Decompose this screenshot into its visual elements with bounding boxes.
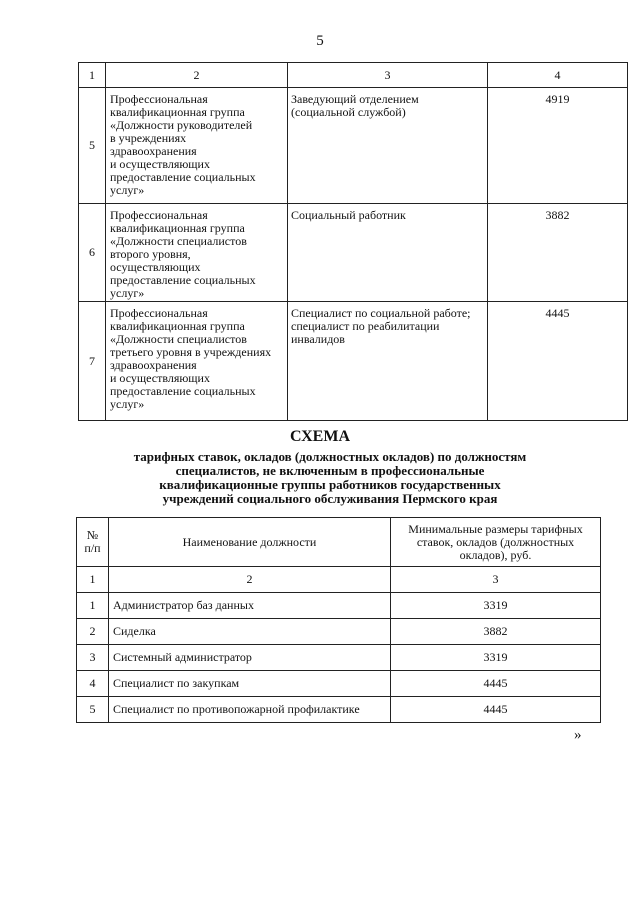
column-index-3: 3 (391, 567, 601, 593)
group-line: квалификационная группа (110, 105, 245, 119)
group-line: «Должности специалистов (110, 332, 247, 346)
group-line: и осуществляющих (110, 157, 210, 171)
salary-cell: 4919 (488, 88, 628, 204)
group-line: Профессиональная (110, 208, 208, 222)
header-line: № (86, 528, 99, 542)
row-number: 1 (77, 593, 109, 619)
position-line: Специалист по социальной работе; (291, 306, 471, 320)
group-line: «Должности специалистов (110, 234, 247, 248)
header-salary (391, 518, 601, 567)
position-name: Специалист по противопожарной профилактике (109, 697, 391, 723)
qualification-group-cell (106, 88, 288, 204)
subtitle-line: специалистов, не включенным в профессиональные (175, 463, 485, 478)
table-header-row (79, 63, 628, 88)
group-line: «Должности руководителей (110, 118, 253, 132)
table-row (79, 302, 628, 421)
column-index-1: 1 (79, 63, 106, 88)
positions-salary-table (76, 517, 601, 723)
position-line: (социальной службой) (291, 105, 406, 119)
header-line: окладов), руб. (459, 547, 532, 562)
column-index-2: 2 (106, 63, 288, 88)
table-row (77, 619, 601, 645)
qualification-group-cell (106, 204, 288, 302)
column-index-2: 2 (109, 567, 391, 593)
row-number: 6 (79, 204, 106, 302)
salary-cell: 4445 (488, 302, 628, 421)
group-line: и осуществляющих (110, 371, 210, 385)
row-number: 2 (77, 619, 109, 645)
group-line: услуг» (110, 286, 145, 300)
group-line: здравоохранения (110, 358, 197, 372)
salary-value: 3319 (391, 593, 601, 619)
row-number: 4 (77, 671, 109, 697)
position-line: Заведующий отделением (291, 92, 419, 106)
row-number: 7 (79, 302, 106, 421)
group-line: в учреждениях (110, 131, 187, 145)
group-line: квалификационная группа (110, 221, 245, 235)
qualification-group-cell (106, 302, 288, 421)
qualification-groups-table (78, 62, 628, 421)
group-line: услуг» (110, 183, 145, 197)
table-row (77, 697, 601, 723)
header-position-name: Наименование должности (109, 518, 391, 567)
subtitle-line: учреждений социального обслуживания Пермского края (162, 491, 498, 506)
column-index-1: 1 (77, 567, 109, 593)
group-line: второго уровня, (110, 247, 191, 261)
salary-value: 3882 (391, 619, 601, 645)
position-name: Сиделка (109, 619, 391, 645)
position-line: специалист по реабилитации (291, 319, 440, 333)
table-row (77, 645, 601, 671)
position-name: Специалист по закупкам (109, 671, 391, 697)
salary-value: 4445 (391, 697, 601, 723)
position-cell (288, 302, 488, 421)
header-line: п/п (84, 541, 101, 555)
row-number: 5 (79, 88, 106, 204)
table-row (79, 204, 628, 302)
header-number (77, 518, 109, 567)
scheme-subtitle (95, 450, 565, 506)
subtitle-line: квалификационные группы работников государственных (159, 477, 501, 492)
table-row (77, 671, 601, 697)
group-line: Профессиональная (110, 306, 208, 320)
group-line: здравоохранения (110, 144, 197, 158)
column-index-4: 4 (488, 63, 628, 88)
table-header-row (77, 518, 601, 567)
position-name: Администратор баз данных (109, 593, 391, 619)
group-line: услуг» (110, 397, 145, 411)
header-line: ставок, окладов (должностных (416, 534, 575, 549)
group-line: Профессиональная (110, 92, 208, 106)
salary-value: 4445 (391, 671, 601, 697)
column-index-row (77, 567, 601, 593)
group-line: квалификационная группа (110, 319, 245, 333)
position-line: инвалидов (291, 332, 345, 346)
group-line: осуществляющих (110, 260, 201, 274)
salary-cell: 3882 (488, 204, 628, 302)
position-cell (288, 88, 488, 204)
row-number: 5 (77, 697, 109, 723)
position-line: Социальный работник (291, 208, 406, 222)
closing-quote: » (574, 727, 582, 743)
group-line: предоставление социальных (110, 170, 256, 184)
group-line: третьего уровня в учреждениях (110, 345, 272, 359)
column-index-3: 3 (288, 63, 488, 88)
header-line: Минимальные размеры тарифных (408, 521, 583, 536)
subtitle-line: тарифных ставок, окладов (должностных окладов) по должностям (133, 449, 527, 464)
page-number: 5 (316, 33, 324, 49)
group-line: предоставление социальных (110, 273, 256, 287)
table-row (79, 88, 628, 204)
table-row (77, 593, 601, 619)
salary-value: 3319 (391, 645, 601, 671)
row-number: 3 (77, 645, 109, 671)
position-cell (288, 204, 488, 302)
group-line: предоставление социальных (110, 384, 256, 398)
scheme-title: СХЕМА (289, 428, 351, 445)
position-name: Системный администратор (109, 645, 391, 671)
